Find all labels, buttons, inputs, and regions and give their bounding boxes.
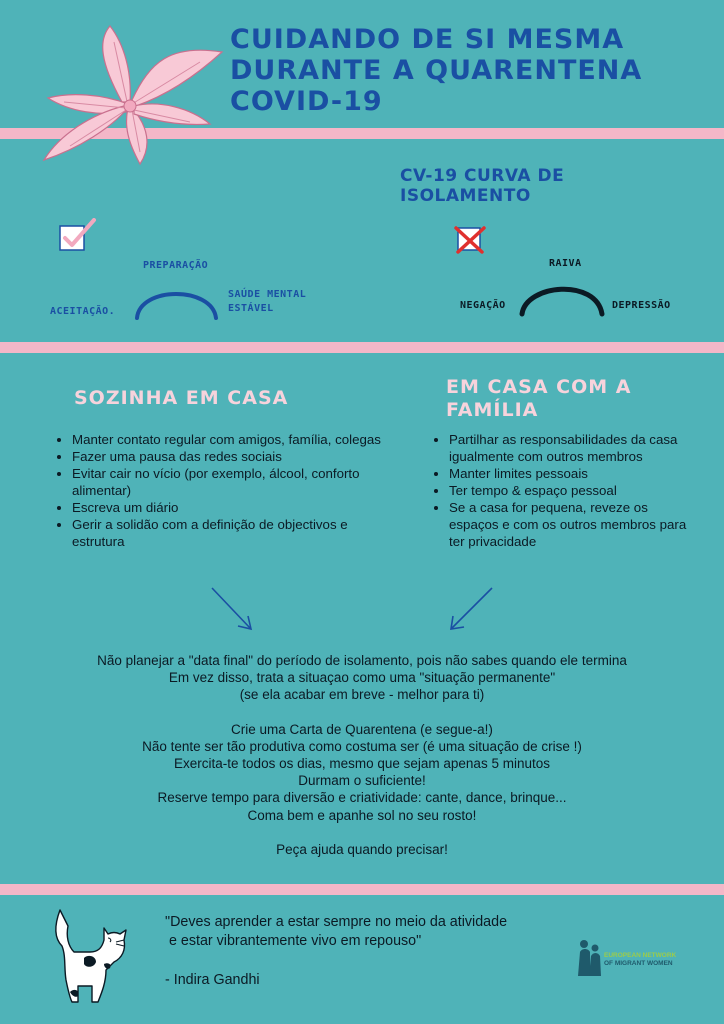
advice-line: Em vez disso, trata a situaçao como uma "situação permanente" bbox=[168, 670, 556, 686]
list-item: • Manter limites pessoais bbox=[449, 465, 701, 482]
negative-left-label: NEGAÇÃO bbox=[460, 300, 506, 311]
list-item: • Evitar cair no vício (por exemplo, álcool, conforto alimentar) bbox=[72, 465, 390, 499]
advice-line: Crie uma Carta de Quarentena (e segue-a!) bbox=[231, 721, 493, 737]
quote-line: e estar vibrantemente vivo em repouso" bbox=[165, 933, 422, 949]
title-line-1: CUIDANDO DE SI MESMA bbox=[230, 24, 625, 55]
logo-line-1: EUROPEAN NETWORK bbox=[604, 952, 677, 959]
negative-top-label: RAIVA bbox=[549, 258, 582, 269]
family-list bbox=[431, 431, 701, 550]
positive-right-label-line-2: ESTÁVEL bbox=[228, 303, 274, 314]
list-item: • Fazer uma pausa das redes sociais bbox=[72, 448, 390, 465]
negative-curve bbox=[516, 272, 608, 317]
list-item: • Ter tempo & espaço pessoal bbox=[449, 482, 701, 499]
alone-list bbox=[54, 431, 390, 550]
advice-line: Coma bem e apanhe sol no seu rosto! bbox=[247, 807, 477, 823]
positive-right-label bbox=[228, 288, 306, 316]
bottom-divider bbox=[0, 884, 724, 895]
positive-right-label-line-1: SAÚDE MENTAL bbox=[228, 289, 307, 300]
alone-heading: SOZINHA EM CASA bbox=[74, 387, 289, 409]
arrow-down-left-icon bbox=[444, 584, 496, 634]
advice-block bbox=[40, 652, 684, 858]
enomw-logo-icon bbox=[574, 938, 604, 978]
advice-line: Não planejar a "data final" do período de isolamento, pois não sabes quando ele termina bbox=[97, 653, 627, 668]
list-item: • Gerir a solidão com a definição de objectivos e estrutura bbox=[72, 516, 390, 550]
quote-line: "Deves aprender a estar sempre no meio da atividade bbox=[165, 914, 508, 930]
positive-left-label: ACEITAÇÃO. bbox=[50, 306, 116, 317]
negative-right-label: DEPRESSÃO bbox=[612, 300, 671, 311]
lily-flower-icon bbox=[40, 22, 225, 167]
list-item: • Manter contato regular com amigos, família, colegas bbox=[72, 431, 390, 448]
arrow-down-right-icon bbox=[208, 584, 258, 634]
advice-line: Durmam o suficiente! bbox=[298, 773, 426, 789]
list-item: • Partilhar as responsabilidades da casa igualmente com outros membros bbox=[449, 431, 701, 465]
logo-line-2: OF MIGRANT WOMEN bbox=[604, 960, 673, 967]
middle-divider bbox=[0, 342, 724, 353]
quote-block bbox=[165, 913, 565, 990]
cat-illustration-icon bbox=[44, 906, 134, 1006]
list-item: • Se a casa for pequena, reveze os espaços e com os outros membros para ter privacidade bbox=[449, 499, 701, 550]
positive-curve bbox=[132, 276, 222, 321]
family-heading: EM CASA COM A FAMÍLIA bbox=[446, 376, 632, 421]
advice-line: (se ela acabar em breve - melhor para ti) bbox=[239, 687, 485, 703]
checkbox-crossed-icon bbox=[454, 224, 490, 254]
page-title bbox=[230, 24, 700, 117]
checkbox-checked-icon bbox=[58, 218, 98, 254]
advice-line: Exercita-te todos os dias, mesmo que sejam apenas 5 minutos bbox=[174, 756, 550, 772]
quote-author: - Indira Gandhi bbox=[165, 972, 260, 988]
enomw-logo-text bbox=[604, 952, 704, 968]
closing-line: Peça ajuda quando precisar! bbox=[276, 841, 448, 857]
advice-line: Reserve tempo para diversão e criatividade: cante, dance, brinque... bbox=[157, 790, 567, 806]
list-item: • Escreva um diário bbox=[72, 499, 390, 516]
advice-line: Não tente ser tão produtiva como costuma ser (é uma situação de crise !) bbox=[142, 738, 582, 754]
title-line-3: COVID-19 bbox=[230, 86, 383, 117]
positive-top-label: PREPARAÇÃO bbox=[143, 260, 209, 271]
title-line-2: DURANTE A QUARENTENA bbox=[230, 55, 643, 86]
curve-title: CV-19 CURVA DE ISOLAMENTO bbox=[400, 166, 565, 206]
